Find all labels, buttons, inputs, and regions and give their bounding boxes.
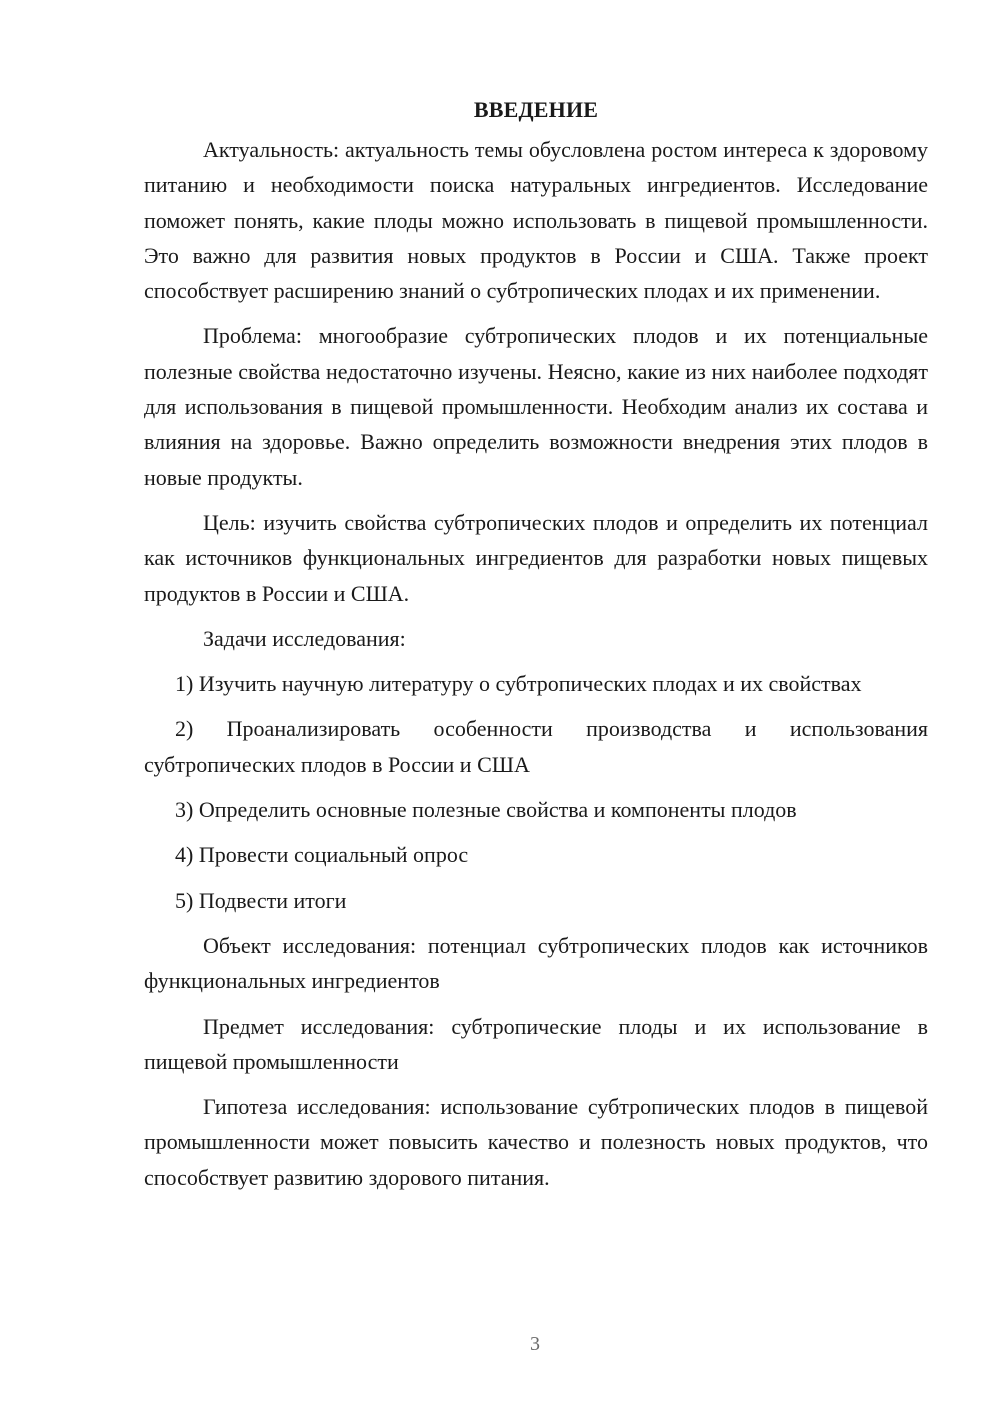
task-item-4: 4) Провести социальный опрос [175,842,469,868]
page-title: ВВЕДЕНИЕ [473,97,599,122]
task-item-1: 1) Изучить научную литературу о субтропических плодах и их свойствах [175,671,862,697]
paragraph-problem: Проблема: многообразие субтропических плодов и их потенциальные полезные свойства недостаточно изучены. Неясно, какие из них наиболее подходят для использования в пищевой промышленности. Необходим анализ их состава и влияния на здоровье. Важно определить возможности внедрения этих плодов в новые продукты. [144,323,928,490]
task-item-3: 3) Определить основные полезные свойства и компоненты плодов [175,797,797,823]
tasks-title: Задачи исследования: [203,625,406,651]
task-item-5: 5) Подвести итоги [175,887,347,913]
paragraph-hypothesis: Гипотеза исследования: использование субтропических плодов в пищевой промышленности может повысить качество и полезность новых продуктов, что способствует развитию здорового питания. [144,1094,928,1190]
paragraph-goal: Цель: изучить свойства субтропических плодов и определить их потенциал как источников функциональных ингредиентов для разработки новых пищевых продуктов в России и США. [144,509,928,606]
document-page [144,92,928,1205]
task-item-2: 2) Проанализировать особенности производства и использования субтропических плодов в России и США [144,716,928,777]
paragraph-object: Объект исследования: потенциал субтропических плодов как источников функциональных ингредиентов [144,932,928,994]
page-number: 3 [530,1333,540,1355]
paragraph-relevance: Актуальность: актуальность темы обусловлена ростом интереса к здоровому питанию и необходимости поиска натуральных ингредиентов. Исследование поможет понять, какие плоды можно использовать в пищевой промышленности. Это важно для развития новых продуктов в России и США. Также проект способствует расширению знаний о субтропических плодах и их применении. [144,137,928,304]
paragraph-subject: Предмет исследования: субтропические плоды и их использование в пищевой промышленности [144,1013,928,1074]
